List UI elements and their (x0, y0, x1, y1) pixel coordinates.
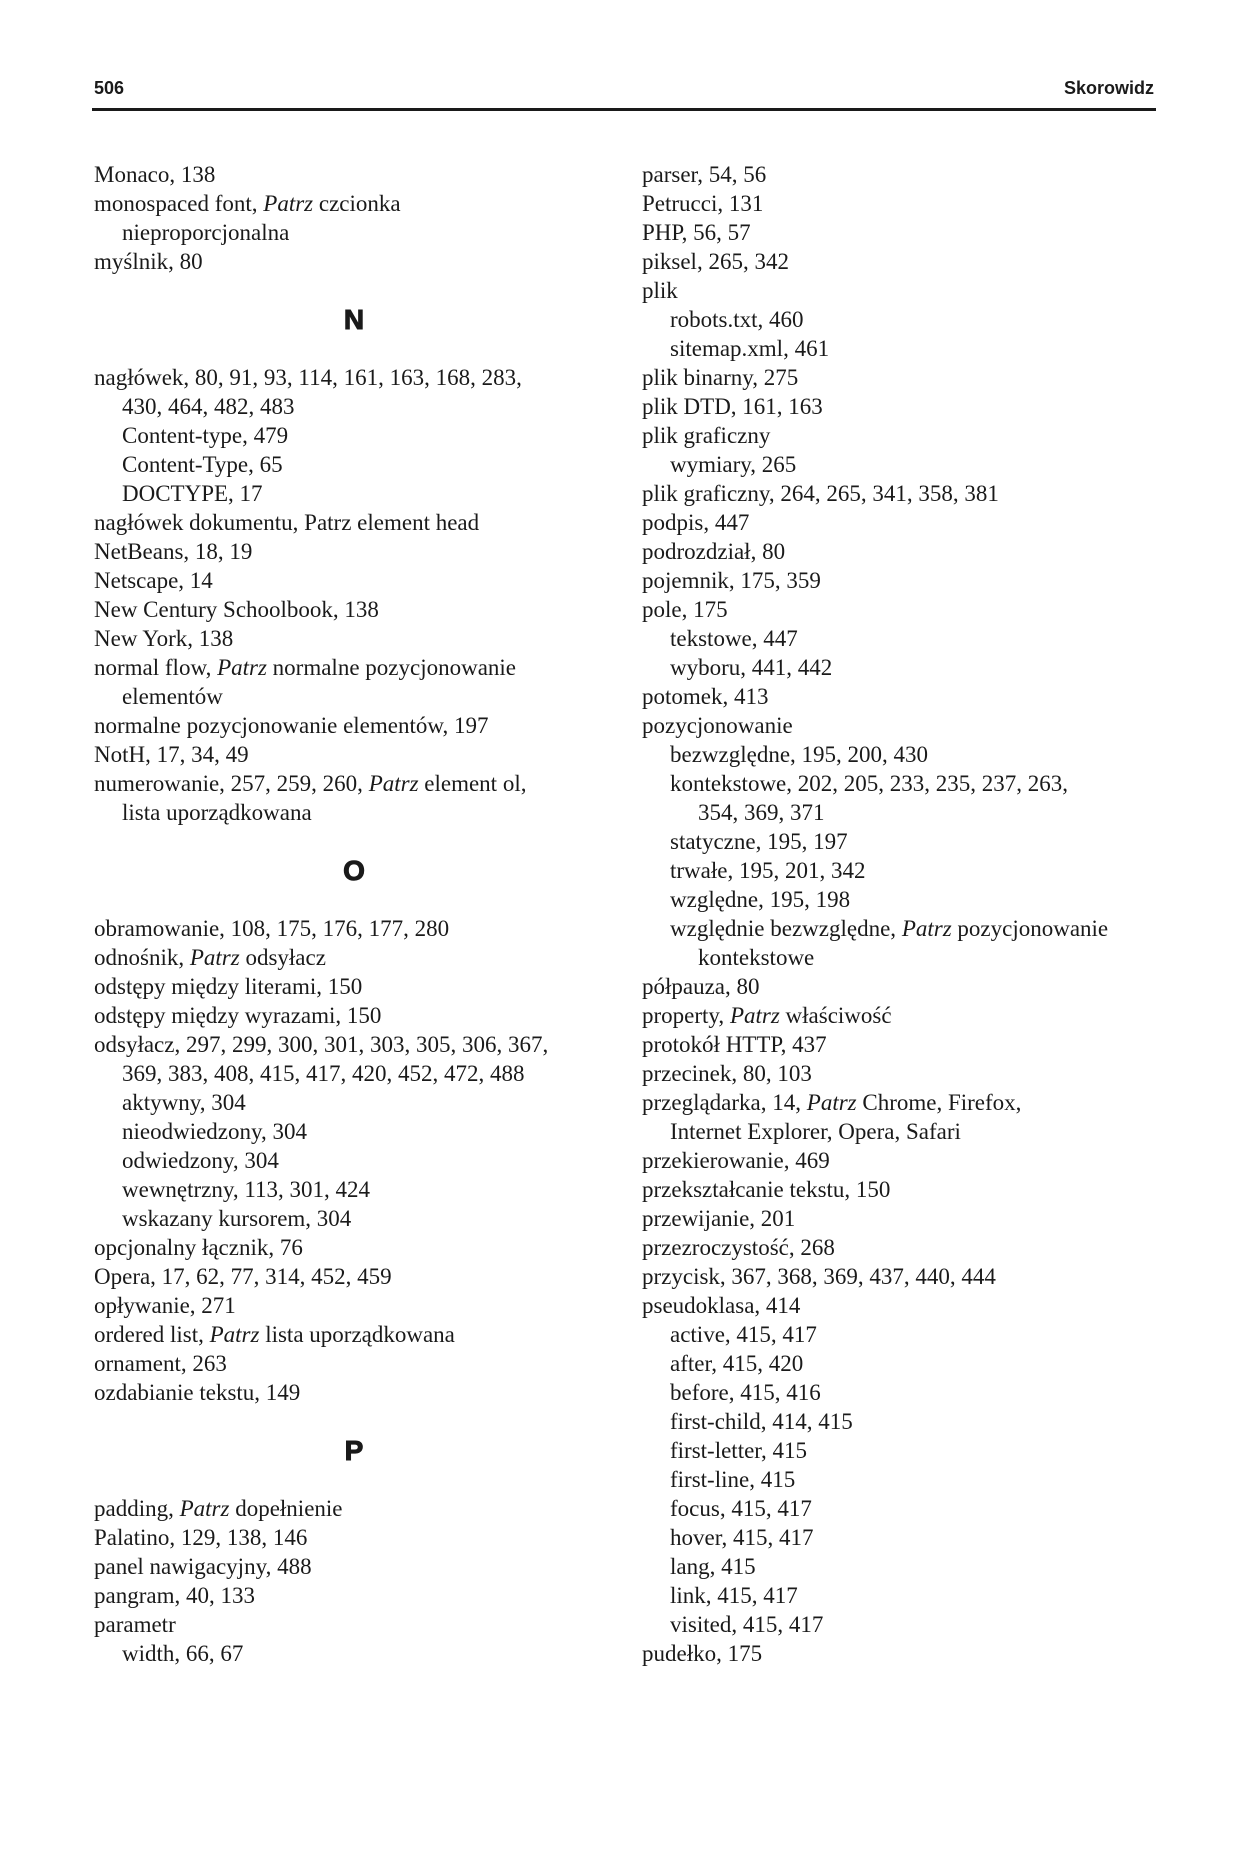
index-entry (94, 740, 614, 769)
index-entry (642, 1146, 1182, 1175)
index-entry-text: panel nawigacyjny, 488 (94, 1554, 312, 1579)
index-entry-text: elementów (122, 684, 223, 709)
index-entry (642, 1436, 1182, 1465)
index-entry-text: odstępy między wyrazami, 150 (94, 1003, 382, 1028)
index-entry-text: lang, 415 (670, 1554, 756, 1579)
index-see-reference: Patrz (189, 945, 240, 970)
section-title: Skorowidz (1063, 78, 1154, 98)
index-entry (642, 1262, 1182, 1291)
index-entry-text: normal flow, (94, 655, 218, 680)
index-entry-text: kontekstowe (698, 945, 815, 970)
index-entry-text: width, 66, 67 (122, 1641, 244, 1666)
index-entry-text: parametr (94, 1612, 176, 1637)
index-entry-text: 369, 383, 408, 415, 417, 420, 452, 472, 488 (122, 1061, 525, 1086)
index-entry-text: półpauza, 80 (642, 974, 760, 999)
index-entry-text: pseudoklasa, 414 (642, 1293, 801, 1318)
index-entry (94, 189, 614, 218)
index-entry (94, 1175, 614, 1204)
index-entry (642, 595, 1182, 624)
index-entry (642, 537, 1182, 566)
index-entry (642, 624, 1182, 653)
index-entry (94, 537, 614, 566)
index-entry-text: tekstowe, 447 (670, 626, 798, 651)
index-entry-target: lista uporządkowana (259, 1322, 455, 1347)
index-entry-text: przekierowanie, 469 (642, 1148, 830, 1173)
index-entry-target: właściwość (779, 1003, 892, 1028)
index-letter-heading: O (343, 855, 365, 886)
index-entry-text: plik (642, 278, 678, 303)
index-entry (642, 740, 1182, 769)
index-entry-target: odsyłacz (239, 945, 326, 970)
index-entry-text: DOCTYPE, 17 (122, 481, 263, 506)
index-entry (642, 769, 1182, 798)
index-entry (642, 305, 1182, 334)
index-entry (94, 1639, 614, 1668)
index-column-right (642, 160, 1182, 1668)
index-entry (94, 1233, 614, 1262)
index-entry (642, 885, 1182, 914)
page-number: 506 (94, 78, 125, 98)
index-entry-text: visited, 415, 417 (670, 1612, 824, 1637)
index-entry (94, 1001, 614, 1030)
index-entry (642, 1001, 1182, 1030)
index-entry (94, 421, 614, 450)
index-entry (94, 160, 614, 189)
index-entry (94, 1117, 614, 1146)
index-entry-text: 354, 369, 371 (698, 800, 825, 825)
index-entry-text: Content-Type, 65 (122, 452, 283, 477)
index-entry-text: lista uporządkowana (122, 800, 312, 825)
index-entry-text: first-letter, 415 (670, 1438, 808, 1463)
index-entry-text: pozycjonowanie (642, 713, 793, 738)
index-entry-text: przeglądarka, 14, (642, 1090, 807, 1115)
index-entry-text: hover, 415, 417 (670, 1525, 814, 1550)
index-entry-target: dopełnienie (229, 1496, 343, 1521)
index-entry-text: protokół HTTP, 437 (642, 1032, 827, 1057)
index-entry-text: obramowanie, 108, 175, 176, 177, 280 (94, 916, 450, 941)
index-see-reference: Patrz (179, 1496, 230, 1521)
index-entry-text: New Century Schoolbook, 138 (94, 597, 379, 622)
index-entry (642, 1610, 1182, 1639)
index-entry (94, 595, 614, 624)
index-entry-text: Content-type, 479 (122, 423, 289, 448)
index-entry-text: wewnętrzny, 113, 301, 424 (122, 1177, 371, 1202)
index-entry-text: wymiary, 265 (670, 452, 797, 477)
index-see-reference: Patrz (263, 191, 314, 216)
index-entry (642, 943, 1182, 972)
index-entry (94, 1378, 614, 1407)
index-entry-text: monospaced font, (94, 191, 264, 216)
index-entry (642, 1407, 1182, 1436)
index-entry-text: focus, 415, 417 (670, 1496, 812, 1521)
index-entry-text: odsyłacz, 297, 299, 300, 301, 303, 305, 306, 367, (94, 1032, 549, 1057)
index-entry-text: ozdabianie tekstu, 149 (94, 1380, 301, 1405)
index-entry (642, 479, 1182, 508)
index-entry (642, 160, 1182, 189)
index-entry-text: active, 415, 417 (670, 1322, 817, 1347)
index-entry (642, 421, 1182, 450)
index-entry-text: nagłówek dokumentu, Patrz element head (94, 510, 480, 535)
index-entry (94, 363, 614, 392)
index-entry (94, 1088, 614, 1117)
index-entry-text: first-child, 414, 415 (670, 1409, 853, 1434)
index-entry (94, 1581, 614, 1610)
index-entry (94, 1523, 614, 1552)
index-entry (94, 943, 614, 972)
index-entry (642, 218, 1182, 247)
index-entry (94, 711, 614, 740)
index-entry (94, 1146, 614, 1175)
index-entry (94, 682, 614, 711)
index-entry-text: nieproporcjonalna (122, 220, 290, 245)
index-entry-text: kontekstowe, 202, 205, 233, 235, 237, 263, (670, 771, 1069, 796)
index-entry (642, 1523, 1182, 1552)
index-entry-text: podpis, 447 (642, 510, 750, 535)
index-entry (642, 1233, 1182, 1262)
index-entry (642, 1204, 1182, 1233)
index-entry-text: ordered list, (94, 1322, 210, 1347)
index-entry-text: statyczne, 195, 197 (670, 829, 848, 854)
index-entry-text: New York, 138 (94, 626, 234, 651)
index-entry-text: ornament, 263 (94, 1351, 227, 1376)
index-entry-text: after, 415, 420 (670, 1351, 804, 1376)
index-entry-text: względne, 195, 198 (670, 887, 851, 912)
index-entry-text: przycisk, 367, 368, 369, 437, 440, 444 (642, 1264, 996, 1289)
index-entry-text: wyboru, 441, 442 (670, 655, 833, 680)
index-entry (94, 1262, 614, 1291)
index-entry-text: property, (642, 1003, 730, 1028)
index-entry (642, 682, 1182, 711)
index-entry-text: Petrucci, 131 (642, 191, 764, 216)
index-entry-text: aktywny, 304 (122, 1090, 246, 1115)
index-entry (642, 450, 1182, 479)
index-entry (94, 508, 614, 537)
index-entry (94, 1030, 614, 1059)
index-see-reference: Patrz (806, 1090, 857, 1115)
index-entry-text: przezroczystość, 268 (642, 1235, 835, 1260)
index-entry (94, 653, 614, 682)
index-entry-target: Chrome, Firefox, (856, 1090, 1022, 1115)
index-entry (642, 566, 1182, 595)
index-entry-text: przewijanie, 201 (642, 1206, 796, 1231)
index-see-reference: Patrz (729, 1003, 780, 1028)
index-entry-text: parser, 54, 56 (642, 162, 767, 187)
index-entry (642, 1378, 1182, 1407)
index-see-reference: Patrz (368, 771, 419, 796)
index-entry-text: pojemnik, 175, 359 (642, 568, 821, 593)
index-entry (642, 276, 1182, 305)
index-entry (642, 1088, 1182, 1117)
index-entry-target: czcionka (313, 191, 401, 216)
index-entry (94, 1320, 614, 1349)
index-entry (94, 972, 614, 1001)
index-entry (642, 392, 1182, 421)
index-entry (642, 1175, 1182, 1204)
index-entry (94, 218, 614, 247)
index-entry-text: PHP, 56, 57 (642, 220, 751, 245)
index-entry (94, 1494, 614, 1523)
index-entry (642, 363, 1182, 392)
index-entry-text: pudełko, 175 (642, 1641, 763, 1666)
index-entry-text: przecinek, 80, 103 (642, 1061, 812, 1086)
index-letter-heading: P (344, 1435, 364, 1466)
index-entry (642, 334, 1182, 363)
index-entry (94, 1059, 614, 1088)
index-entry-text: potomek, 413 (642, 684, 769, 709)
index-entry-text: plik DTD, 161, 163 (642, 394, 823, 419)
index-entry-text: Monaco, 138 (94, 162, 216, 187)
index-entry (642, 1030, 1182, 1059)
index-entry-text: sitemap.xml, 461 (670, 336, 830, 361)
index-entry (642, 189, 1182, 218)
page-header (92, 76, 1156, 111)
index-entry-text: Palatino, 129, 138, 146 (94, 1525, 308, 1550)
index-entry-text: względnie bezwzględne, (670, 916, 902, 941)
index-entry-text: bezwzględne, 195, 200, 430 (670, 742, 929, 767)
index-entry-text: link, 415, 417 (670, 1583, 798, 1608)
index-entry-target: element ol, (418, 771, 527, 796)
index-entry (94, 624, 614, 653)
index-entry (642, 1552, 1182, 1581)
index-entry (94, 1610, 614, 1639)
index-entry-text: pole, 175 (642, 597, 728, 622)
index-entry (642, 914, 1182, 943)
index-entry-text: padding, (94, 1496, 180, 1521)
index-entry (94, 1349, 614, 1378)
index-entry-text: odstępy między literami, 150 (94, 974, 363, 999)
index-entry-text: plik graficzny (642, 423, 771, 448)
index-see-reference: Patrz (901, 916, 952, 941)
index-entry-text: odnośnik, (94, 945, 190, 970)
index-entry-text: normalne pozycjonowanie elementów, 197 (94, 713, 489, 738)
index-entry-text: Opera, 17, 62, 77, 314, 452, 459 (94, 1264, 392, 1289)
index-entry (94, 914, 614, 943)
index-see-reference: Patrz (209, 1322, 260, 1347)
index-entry-text: plik graficzny, 264, 265, 341, 358, 381 (642, 481, 999, 506)
index-entry-text: Internet Explorer, Opera, Safari (670, 1119, 961, 1144)
index-entry (642, 1639, 1182, 1668)
index-entry-target: normalne pozycjonowanie (266, 655, 517, 680)
index-entry (642, 972, 1182, 1001)
index-entry-text: before, 415, 416 (670, 1380, 821, 1405)
index-entry (94, 392, 614, 421)
index-column-left (94, 160, 614, 1668)
index-entry-text: myślnik, 80 (94, 249, 203, 274)
index-entry (642, 827, 1182, 856)
index-entry-text: nieodwiedzony, 304 (122, 1119, 308, 1144)
index-entry-text: opcjonalny łącznik, 76 (94, 1235, 303, 1260)
index-entry (642, 1581, 1182, 1610)
index-entry (94, 450, 614, 479)
index-letter-heading: N (343, 304, 365, 335)
index-entry (642, 1465, 1182, 1494)
index-entry-text: przekształcanie tekstu, 150 (642, 1177, 891, 1202)
index-entry-text: NotH, 17, 34, 49 (94, 742, 249, 767)
index-entry (642, 653, 1182, 682)
index-see-reference: Patrz (217, 655, 267, 680)
index-entry-text: first-line, 415 (670, 1467, 796, 1492)
index-entry-text: robots.txt, 460 (670, 307, 804, 332)
index-entry (642, 247, 1182, 276)
index-entry (642, 1320, 1182, 1349)
index-entry (642, 1291, 1182, 1320)
index-entry-text: nagłówek, 80, 91, 93, 114, 161, 163, 168, 283, (94, 365, 522, 390)
index-entry-text: 430, 464, 482, 483 (122, 394, 295, 419)
index-entry (94, 1291, 614, 1320)
index-entry (94, 769, 614, 798)
index-entry-text: wskazany kursorem, 304 (122, 1206, 352, 1231)
index-entry-text: pangram, 40, 133 (94, 1583, 255, 1608)
index-entry-text: trwałe, 195, 201, 342 (670, 858, 866, 883)
index-entry-text: NetBeans, 18, 19 (94, 539, 253, 564)
index-entry (94, 247, 614, 276)
index-entry-text: podrozdział, 80 (642, 539, 786, 564)
index-entry (642, 711, 1182, 740)
index-entry-text: Netscape, 14 (94, 568, 213, 593)
index-entry-text: plik binarny, 275 (642, 365, 799, 390)
index-entry (642, 508, 1182, 537)
index-entry-text: odwiedzony, 304 (122, 1148, 279, 1173)
index-entry (642, 1349, 1182, 1378)
index-entry (642, 798, 1182, 827)
index-entry (642, 856, 1182, 885)
index-entry (642, 1059, 1182, 1088)
index-entry-text: piksel, 265, 342 (642, 249, 789, 274)
index-entry-text: opływanie, 271 (94, 1293, 236, 1318)
index-entry (642, 1494, 1182, 1523)
index-entry (94, 1552, 614, 1581)
index-entry (94, 798, 614, 827)
index-entry (94, 479, 614, 508)
index-entry (642, 1117, 1182, 1146)
index-entry (94, 566, 614, 595)
index-entry (94, 1204, 614, 1233)
index-entry-target: pozycjonowanie (951, 916, 1109, 941)
index-entry-text: numerowanie, 257, 259, 260, (94, 771, 369, 796)
